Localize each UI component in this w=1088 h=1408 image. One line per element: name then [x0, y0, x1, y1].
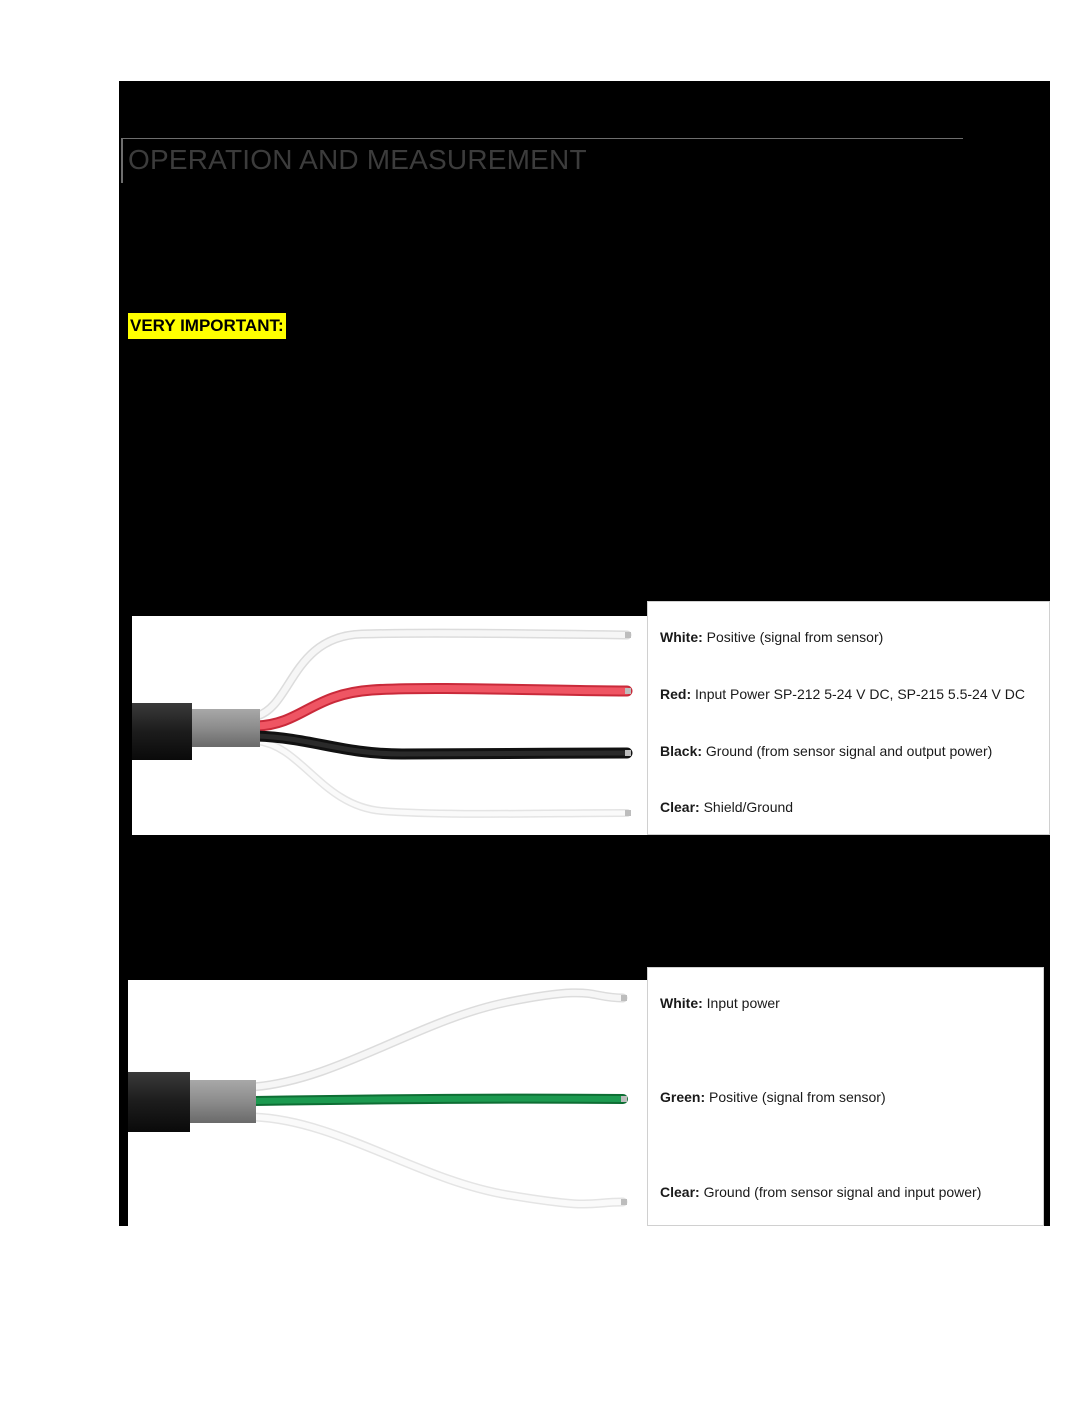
three-wire-cable-image: [128, 980, 647, 1226]
legend-item: [660, 1184, 981, 1200]
four-wire-cable-illustration: [132, 616, 647, 835]
four-wire-cable-image: [132, 616, 647, 835]
wire-color-label: Green:: [660, 1089, 706, 1105]
four-wire-legend: [647, 601, 1050, 835]
legend-item: [660, 1089, 886, 1105]
legend-item: [660, 743, 992, 759]
wire-description: Positive (signal from sensor): [709, 1089, 886, 1105]
shield-foil: [190, 709, 260, 747]
heading-accent-bar: [121, 139, 123, 183]
three-wire-legend: [647, 967, 1044, 1226]
heading-divider: [121, 138, 963, 139]
wire-description: Input power: [706, 995, 780, 1011]
cable-jacket: [128, 1072, 190, 1132]
wire-description: Ground (from sensor signal and input power): [703, 1184, 982, 1200]
wire-color-label: Red:: [660, 686, 692, 702]
legend-item: [660, 629, 883, 645]
very-important-label: VERY IMPORTANT: [130, 316, 278, 335]
three-wire-cable-illustration: [128, 980, 647, 1226]
wire-color-label: Clear:: [660, 799, 700, 815]
legend-item: [660, 799, 793, 815]
clear-wire: [253, 1117, 623, 1204]
wire-description: Ground (from sensor signal and output power): [705, 743, 993, 759]
legend-item: [660, 686, 1025, 702]
cable-jacket: [132, 703, 192, 760]
wire-color-label: Black:: [660, 743, 703, 759]
wire-description: Shield/Ground: [703, 799, 794, 815]
legend-item: [660, 995, 780, 1011]
wire-color-label: White:: [660, 629, 703, 645]
very-important-callout: [128, 313, 286, 339]
shield-foil: [188, 1080, 256, 1123]
very-important-colon: :: [277, 316, 284, 335]
section-title: OPERATION AND MEASUREMENT: [128, 144, 587, 175]
wire-description: Input Power SP-212 5-24 V DC, SP-215 5.5-24 V DC: [695, 686, 1025, 702]
wire-description: Positive (signal from sensor): [706, 629, 884, 645]
wire-color-label: Clear:: [660, 1184, 700, 1200]
wire-color-label: White:: [660, 995, 703, 1011]
